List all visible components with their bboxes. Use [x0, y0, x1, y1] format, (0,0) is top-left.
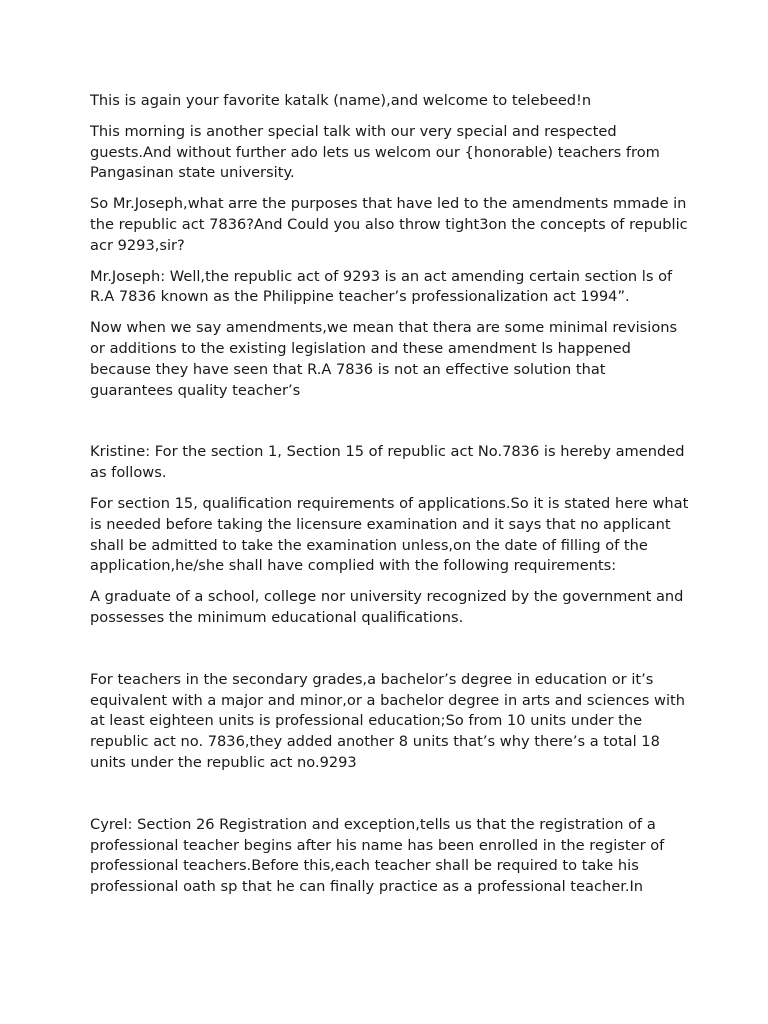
paragraph-question: So Mr.Joseph,what arre the purposes that have led to the amendments mmade in the republic act 7836?And Could you also throw tight3on the concepts of republic acr 9293,sir?	[90, 195, 688, 254]
paragraph-kristine: Kristine: For the section 1, Section 15 of republic act No.7836 is hereby amended as follows.	[90, 443, 685, 482]
paragraph-section-15: For section 15, qualification requirements of applications.So it is stated here what is needed before taking the licensure examination and it says that no applicant shall be admitted to take the examination unless,on the date of filling of the application,he/she shall have complied with the following requirements:	[90, 494, 689, 575]
paragraph-guests: This morning is another special talk with our very special and respected guests.And without further ado lets us welcom our {honorable) teachers from Pangasinan state university.	[90, 122, 660, 182]
paragraph-graduate: A graduate of a school, college nor university recognized by the government and possesses the minimum educational qualifications.	[90, 588, 684, 626]
paragraph-secondary-grades: For teachers in the secondary grades,a bachelor’s degree in education or it’s equivalent with a major and minor,or a bachelor degree in arts and sciences with at least eighteen units is professional education;So from 10 units under the republic act no. 7836,they added another 8 units that’s why there’s a total 18 units under the republic act no.9293	[90, 670, 685, 771]
paragraph-spacer	[90, 639, 690, 670]
paragraph-joseph-answer: Mr.Joseph: Well,the republic act of 9293 is an act amending certain section ls of R.A 7836 known as the Philippine teacher’s professionalization act 1994”.	[90, 267, 673, 306]
paragraph-spacer	[90, 784, 690, 815]
paragraph-spacer	[90, 411, 690, 442]
document-body	[90, 91, 690, 908]
paragraph-cyrel: Cyrel: Section 26 Registration and exception,tells us that the registration of a professional teacher begins after his name has been enrolled in the register of professional teachers.Before this,each teacher shall be required to take his professional oath sp that he can finally practice as a professional teacher.In	[90, 815, 665, 896]
paragraph-amendments: Now when we say amendments,we mean that thera are some minimal revisions or additions to the existing legislation and these amendment ls happened because they have seen that R.A 7836 is not an effective solution that guarantees quality teacher’s	[90, 319, 678, 399]
paragraph-intro: This is again your favorite katalk (name),and welcome to telebeed!n	[90, 92, 592, 109]
